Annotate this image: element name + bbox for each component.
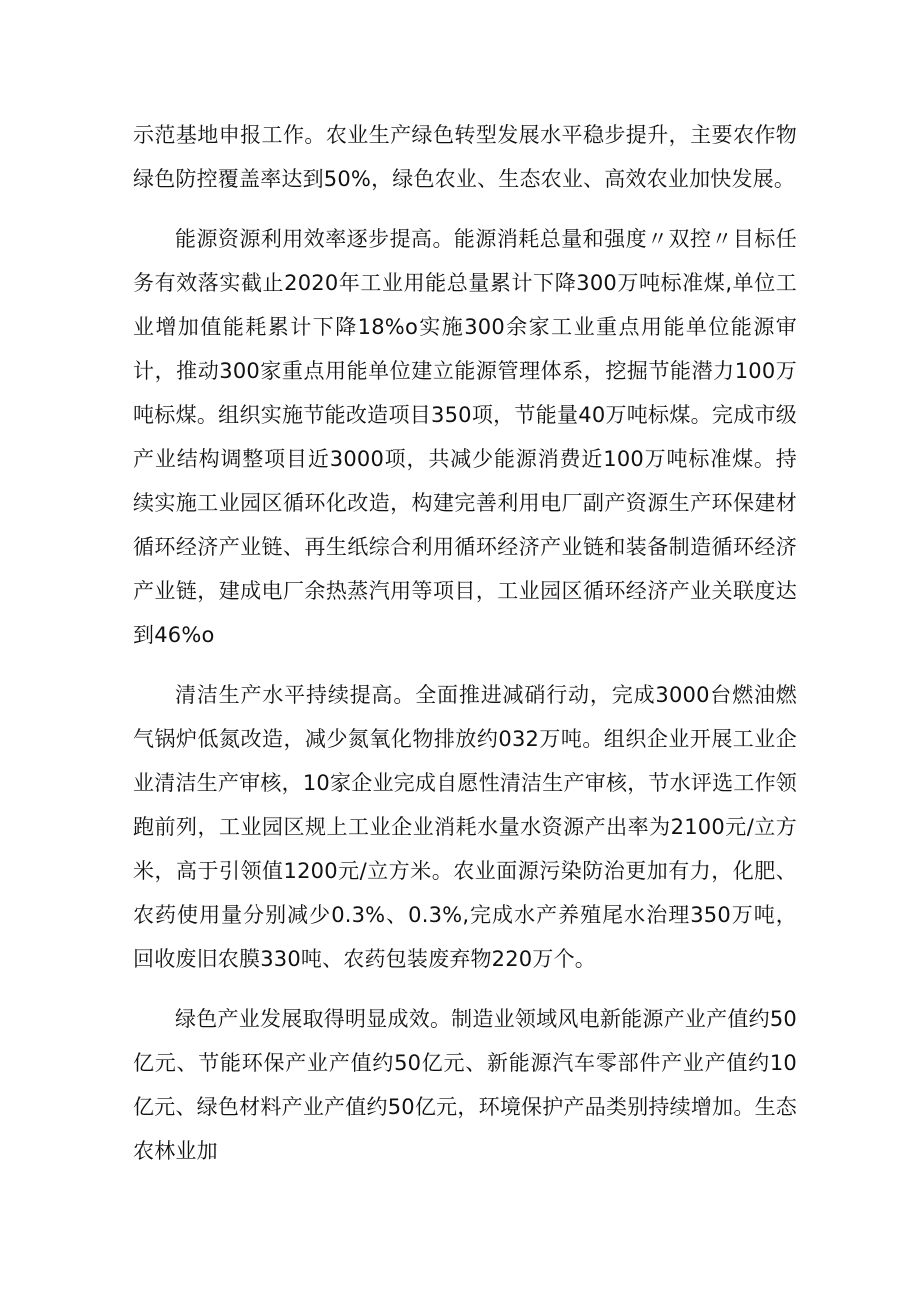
paragraph-agriculture-green: 示范基地申报工作。农业生产绿色转型发展水平稳步提升，主要农作物绿色防控覆盖率达到50%，绿色农业、生态农业、高效农业加快发展。 xyxy=(133,123,797,191)
paragraph-energy-efficiency: 能源资源利用效率逐步提高。能源消耗总量和强度〃双控〃目标任务有效落实截止2020年工业用能总量累计下降300万吨标准煤,单位工业增加值能耗累计下降18%o实施300余家工业重点用能单位能源审计，推动300家重点用能单位建立能源管理体系，挖掘节能潜力100万吨标煤。组织实施节能改造项目350项，节能量40万吨标煤。完成市级产业结构调整项目近3000项，共减少能源消费近100万吨标准煤。持续实施工业园区循环化改造，构建完善利用电厂副产资源生产环保建材循环经济产业链、再生纸综合利用循环经济产业链和装备制造循环经济产业链，建成电厂余热蒸汽用等项目，工业园区循环经济产业关联度达到46%o xyxy=(133,227,797,647)
paragraph-green-industry: 绿色产业发展取得明显成效。制造业领域风电新能源产业产值约50亿元、节能环保产业产值约50亿元、新能源汽车零部件产业产值约10亿元、绿色材料产业产值约50亿元，环境保护产品类别持续增加。生态农林业加 xyxy=(133,1007,797,1163)
document-body xyxy=(133,113,797,1189)
paragraph-clean-production: 清洁生产水平持续提高。全面推进减硝行动，完成3000台燃油燃气锅炉低氮改造，减少氮氧化物排放约032万吨。组织企业开展工业企业清洁生产审核，10家企业完成自愿性清洁生产审核，节水评选工作领跑前列，工业园区规上工业企业消耗水量水资源产出率为2100元/立方米，高于引领值1200元/立方米。农业面源污染防治更加有力，化肥、农药使用量分别减少0.3%、0.3%,完成水产养殖尾水治理350万吨，回收废旧农膜330吨、农药包装废弃物220万个。 xyxy=(133,683,797,971)
